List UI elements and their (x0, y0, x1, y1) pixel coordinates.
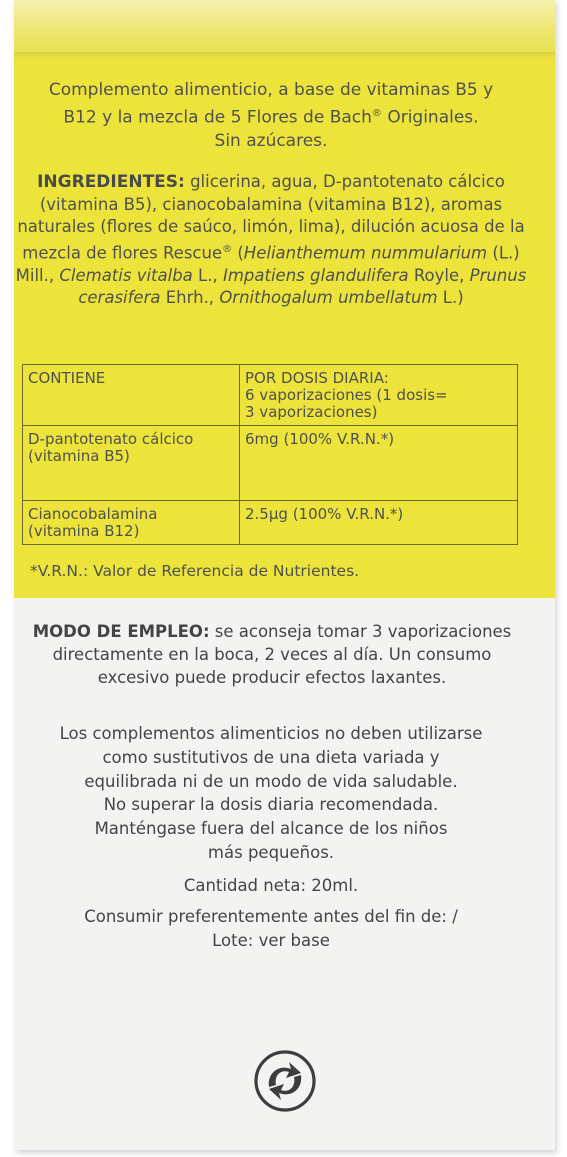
nutrition-table (22, 364, 518, 545)
ingredients-heading: INGREDIENTES: (37, 172, 185, 192)
table-header-row (23, 365, 518, 426)
header-contiene: CONTIENE (23, 365, 240, 426)
box-top-flap (14, 0, 555, 58)
nutrient-name: D-pantotenato cálcico (vitamina B5) (23, 426, 240, 501)
usage-heading: MODO DE EMPLEO: (32, 622, 210, 641)
table-row (23, 501, 518, 545)
best-before: Consumir preferentemente antes del fin de: / Lote: ver base (84, 907, 458, 950)
table-row (23, 426, 518, 501)
description-line-1: Complemento alimenticio, a base de vitaminas B5 y (48, 80, 494, 100)
warnings: Los complementos alimenticios no deben utilizarse como sustitutivos de una dieta variada y equilibrada ni de un modo de vida saludable. No superar la dosis diaria recomendada. Manténgase fuera del alcance de los niños más pequeños. (59, 724, 483, 862)
ingredients-text: INGREDIENTES: glicerina, agua, D-pantotenato cálcico (vitamina B5), cianocobalamina (vitamina B12), aromas naturales (flores de saúco, limón, lima), dilución acuosa de la mezcla de flores Rescue® (Helianthemum nummularium (L.) Mill., Clematis vitalba L., Impatiens glandulifera Royle, Prunus cerasifera Ehrh., Ornithogalum umbellatum L.) (15, 172, 527, 307)
net-quantity: Cantidad neta: 20ml. (183, 876, 359, 895)
rvn-footnote: *V.R.N.: Valor de Referencia de Nutrientes. (30, 562, 360, 580)
description-line-3: Sin azúcares. (214, 130, 328, 151)
nutrient-value: 6mg (100% V.R.N.*) (240, 426, 518, 501)
header-daily-dose: POR DOSIS DIARIA: 6 vaporizaciones (1 dosis= 3 vaporizaciones) (240, 365, 518, 426)
usage-instructions: MODO DE EMPLEO: se aconseja tomar 3 vaporizaciones directamente en la boca, 2 veces al día. Un consumo excesivo puede producir efectos laxantes. (32, 622, 512, 687)
nutrient-value: 2.5µg (100% V.R.N.*) (240, 501, 518, 545)
product-description (6, 79, 536, 153)
nutrient-name: Cianocobalamina (vitamina B12) (23, 501, 240, 545)
recycle-icon (253, 1049, 317, 1113)
description-line-2: B12 y la mezcla de 5 Flores de Bach® Originales. (63, 107, 479, 128)
